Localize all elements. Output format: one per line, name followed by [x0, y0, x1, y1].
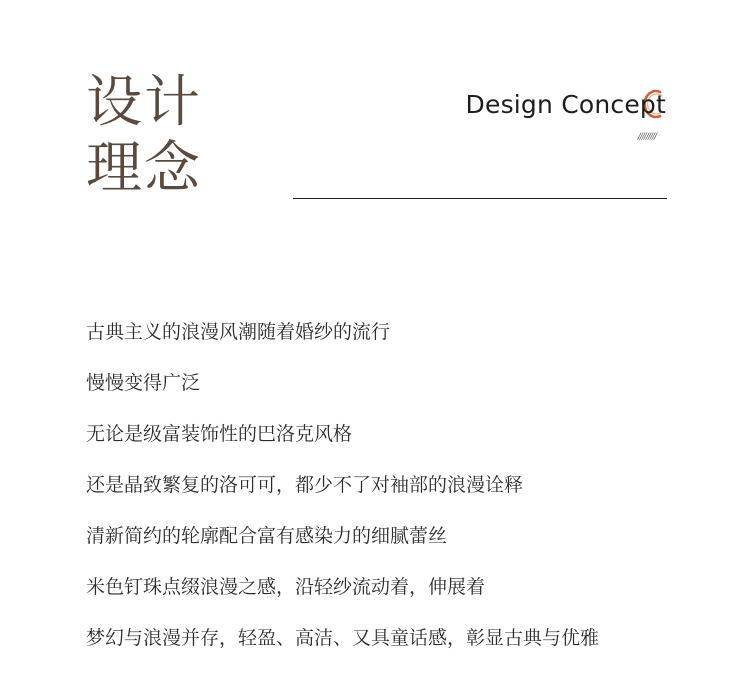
- description-line: 米色钉珠点缀浪漫之感，沿轻纱流动着，伸展着: [86, 576, 486, 598]
- description-line: 慢慢变得广泛: [86, 372, 201, 394]
- description-line: 清新简约的轮廓配合富有感染力的细腻蕾丝: [86, 525, 448, 547]
- slash-decoration: /////////: [637, 132, 656, 142]
- subtitle-text: Design Concept: [465, 90, 666, 119]
- divider-line: [293, 198, 667, 199]
- description-line: 无论是级富装饰性的巴洛克风格: [86, 423, 353, 445]
- title-line-2: 理念: [86, 136, 202, 201]
- page-title: [86, 70, 202, 202]
- title-line-1: 设计: [86, 70, 202, 135]
- description-line: 古典主义的浪漫风潮随着婚纱的流行: [86, 321, 391, 343]
- description-list: [86, 318, 599, 675]
- subtitle-block: [465, 86, 670, 156]
- description-line: 梦幻与浪漫并存，轻盈、高洁、又具童话感，彰显古典与优雅: [86, 627, 600, 649]
- description-line: 还是晶致繁复的洛可可，都少不了对袖部的浪漫诠释: [86, 474, 524, 496]
